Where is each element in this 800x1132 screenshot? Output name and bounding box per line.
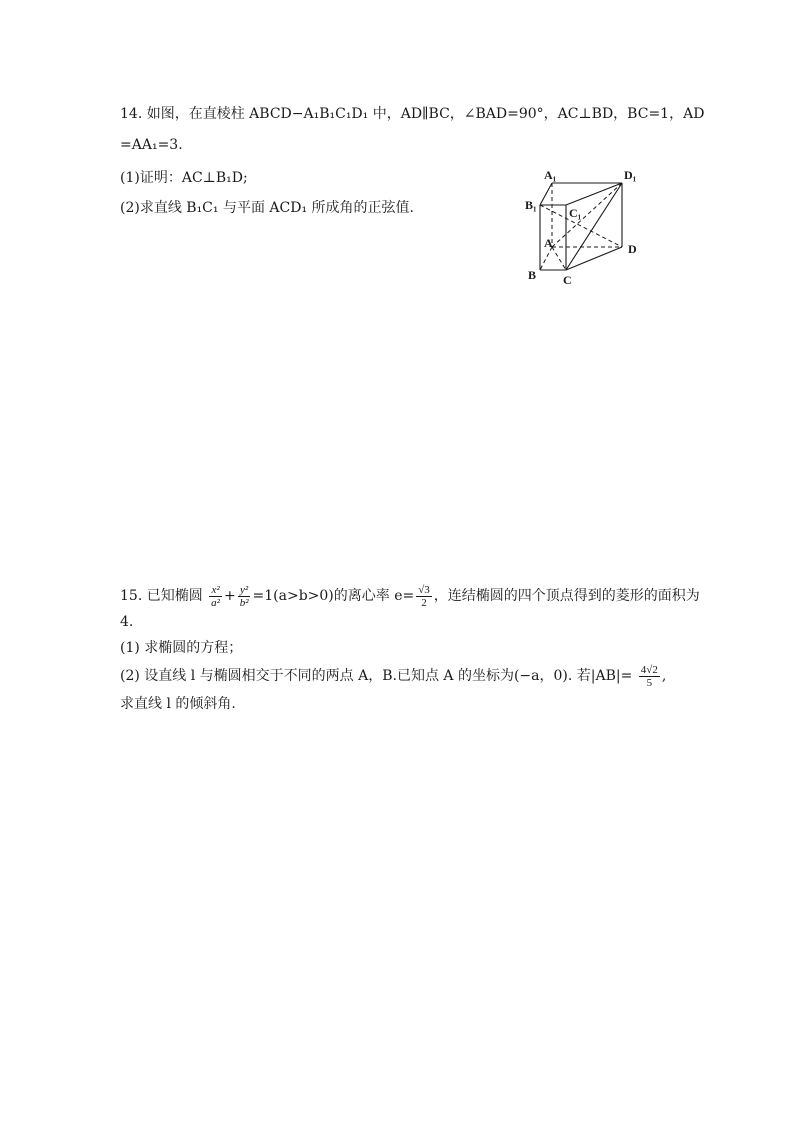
fraction-ab-length: $\frac{4√2}{5}$ xyxy=(640,663,658,689)
q15-plus: + xyxy=(223,588,236,604)
q15-suffix: ，连结椭圆的四个顶点得到的菱形的面积为 xyxy=(433,588,700,604)
label-c: C xyxy=(563,273,572,287)
q15-part2-suffix: , xyxy=(661,668,667,684)
q15-part2-prefix: (2) 设直线 l 与椭圆相交于不同的两点 A，B.已知点 A 的坐标为(−a，0). 若|AB|= xyxy=(120,668,633,684)
edge-c1-d1 xyxy=(566,183,622,205)
fraction-x2-a2: $\frac{\text{x²}}{\text{a²}}$ xyxy=(211,583,220,609)
fraction-eccentricity: $\frac{√3}{2}$ xyxy=(418,583,430,609)
edge-a1-b1 xyxy=(540,183,552,205)
prism-figure xyxy=(522,165,652,290)
label-a1: A₁ xyxy=(544,168,557,182)
q15-prefix: 15. 已知椭圆 xyxy=(120,588,203,604)
edge-c-d xyxy=(566,247,622,270)
label-b1: B₁ xyxy=(525,198,537,212)
q15-part2-line2: 求直线 l 的倾斜角. xyxy=(120,696,236,712)
q15-eq-cond: =1(a>b>0)的离心率 e= xyxy=(252,588,415,604)
label-c1: C₁ xyxy=(569,206,582,220)
label-d: D xyxy=(628,242,637,256)
q15-part2 xyxy=(120,660,666,692)
q15-part1: (1) 求椭圆的方程； xyxy=(120,640,243,656)
fraction-y2-b2: $\frac{\text{y²}}{\text{b²}}$ xyxy=(239,583,249,609)
q15-line2: 4. xyxy=(120,614,134,630)
q14-part2: (2)求直线 B₁C₁ 与平面 ACD₁ 所成角的正弦值. xyxy=(120,200,414,216)
label-b: B xyxy=(528,268,537,282)
q14-part1: (1)证明：AC⊥B₁D; xyxy=(120,170,248,186)
q14-line2: =AA₁=3. xyxy=(120,137,183,153)
q14-line1: 14. 如图，在直棱柱 ABCD−A₁B₁C₁D₁ 中，AD∥BC，∠BAD=90°，AC⊥BD，BC=1，AD xyxy=(120,106,705,122)
diag-a-c xyxy=(552,247,566,270)
q15-line1 xyxy=(120,580,700,612)
label-a: A xyxy=(544,236,553,250)
label-d1: D₁ xyxy=(624,168,637,182)
edge-a-b xyxy=(540,247,552,270)
